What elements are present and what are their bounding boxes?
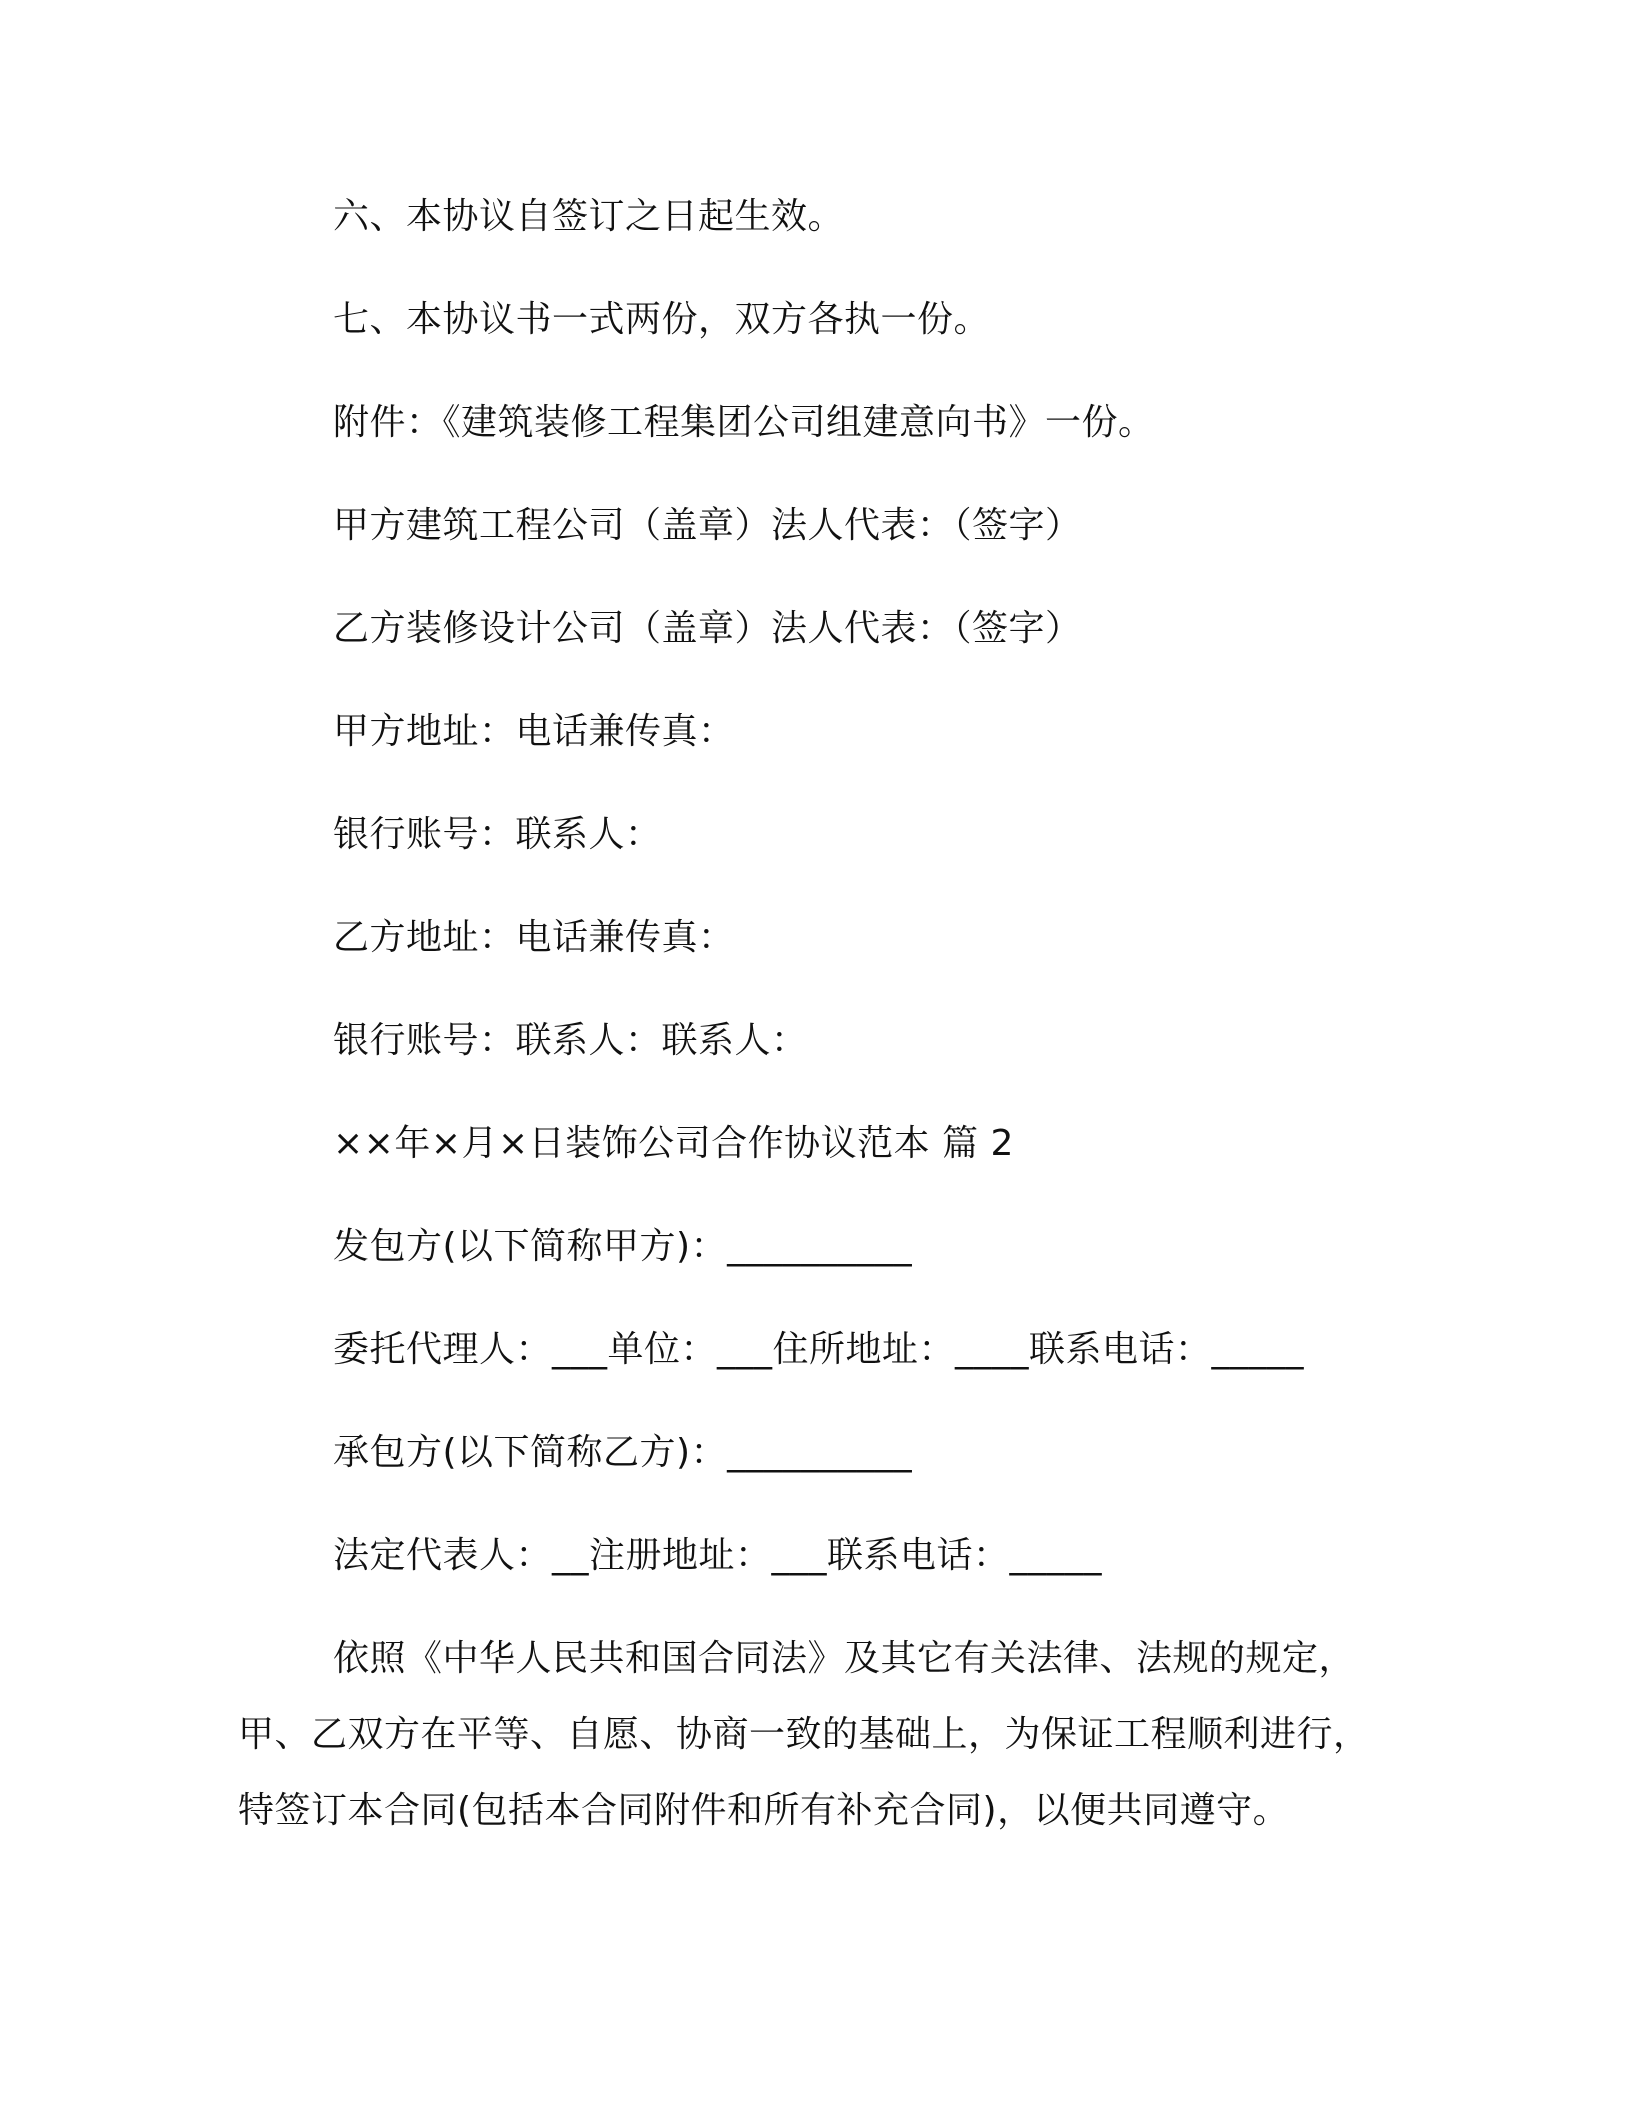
party-a-signature-line: 甲方建筑工程公司（盖章）法人代表：（签字） [333, 505, 1082, 546]
contractor-line: 承包方(以下简称乙方)：__________ [333, 1432, 913, 1473]
party-a-bank-line: 银行账号：联系人： [333, 814, 662, 855]
paragraph-line-3: 特签订本合同(包括本合同附件和所有补充合同)，以便共同遵守。 [238, 1790, 1290, 1831]
party-a-address-line: 甲方地址：电话兼传真： [333, 711, 735, 752]
paragraph-line-1: 依照《中华人民共和国合同法》及其它有关法律、法规的规定， [333, 1638, 1356, 1679]
party-b-signature-line: 乙方装修设计公司（盖章）法人代表：（签字） [333, 608, 1082, 649]
section-heading: ××年×月×日装饰公司合作协议范本 篇 2 [333, 1123, 1014, 1164]
clause-six: 六、本协议自签订之日起生效。 [333, 196, 845, 237]
party-b-address-line: 乙方地址：电话兼传真： [333, 917, 735, 958]
party-b-bank-line: 银行账号：联系人：联系人： [333, 1020, 808, 1061]
agent-line: 委托代理人：___单位：___住所地址：____联系电话：_____ [333, 1329, 1305, 1370]
legal-rep-line: 法定代表人：__注册地址：___联系电话：_____ [333, 1535, 1103, 1576]
body-paragraph [238, 1621, 1398, 1849]
paragraph-line-2: 甲、乙双方在平等、自愿、协商一致的基础上，为保证工程顺利进行， [238, 1714, 1370, 1755]
attachment-line: 附件：《建筑装修工程集团公司组建意向书》一份。 [333, 402, 1155, 443]
clause-seven: 七、本协议书一式两份，双方各执一份。 [333, 299, 991, 340]
employer-line: 发包方(以下简称甲方)：__________ [333, 1226, 913, 1267]
